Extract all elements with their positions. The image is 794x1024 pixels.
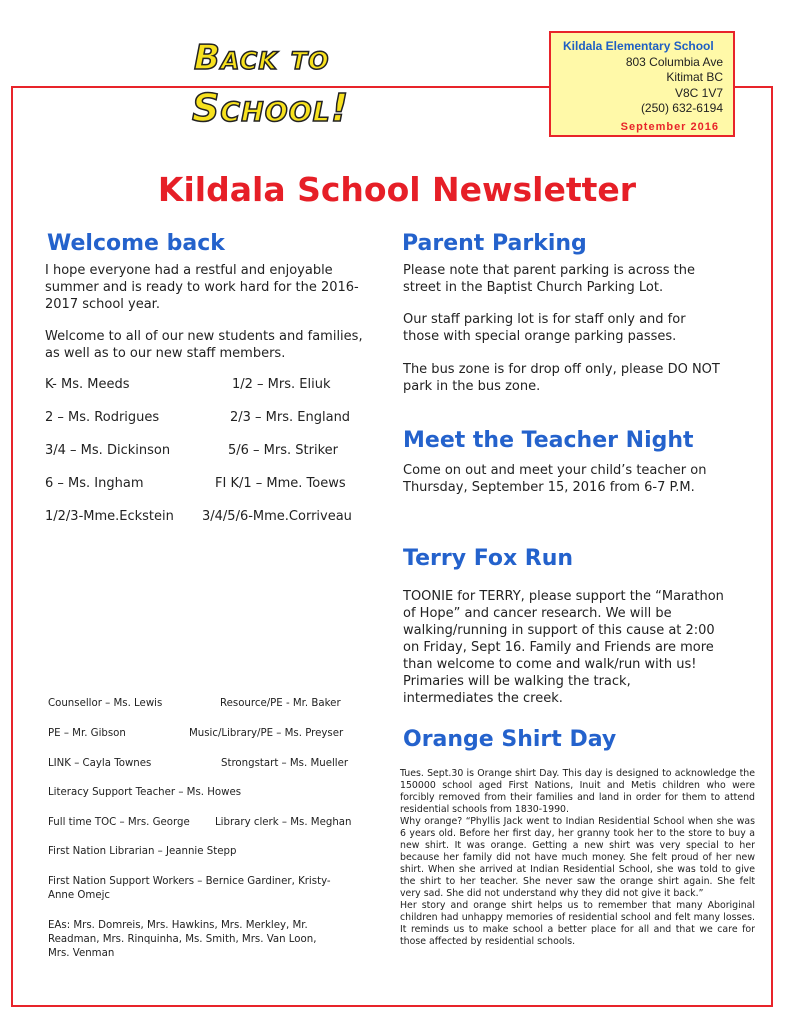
- issue-date: September 2016: [620, 120, 719, 133]
- teacher-entry: 5/6 – Mrs. Striker: [228, 443, 338, 458]
- staff-entry: Readman, Mrs. Rinquinha, Ms. Smith, Mrs. Van Loon,: [48, 934, 317, 945]
- teacher-entry: 3/4/5/6-Mme.Corriveau: [202, 509, 352, 524]
- teacher-entry: 6 – Ms. Ingham: [45, 476, 144, 491]
- meet-para: Come on out and meet your child’s teacher on Thursday, September 15, 2016 from 6-7 P.M.: [403, 463, 707, 495]
- staff-entry: Counsellor – Ms. Lewis: [48, 698, 163, 709]
- school-street: 803 Columbia Ave: [625, 54, 723, 69]
- welcome-heading: Welcome back: [47, 231, 225, 256]
- back-to-school-banner: [192, 38, 402, 138]
- orange-para-2: Why orange? “Phyllis Jack went to Indian Residential School when she was 6 years old. Before her first day, her granny took her to the store to buy a new shirt. It was orange. Getting a new shirt was very special to her because her family did not have much money. She felt proud of her new shirt. When she arrived at Indian Residential School, she was told to give the shirt to her teacher. She never saw the orange shirt again. She felt very sad. She did not understand why they did not give it back.”: [400, 816, 755, 899]
- staff-entry: Full time TOC – Mrs. George: [48, 817, 190, 828]
- teacher-entry: 2 – Ms. Rodrigues: [45, 410, 160, 425]
- banner-line-1: Back to: [194, 38, 330, 78]
- teacher-entry: 1/2/3-Mme.Eckstein: [45, 509, 174, 524]
- staff-entry: Literacy Support Teacher – Ms. Howes: [48, 787, 242, 798]
- orange-para-1: Tues. Sept.30 is Orange shirt Day. This day is designed to acknowledge the 150000 school aged First Nations, Inuit and Metis children who were forcibly removed from their families and land in order for them to attend residential schools from 1830-1990.: [400, 768, 755, 815]
- teacher-entry: 1/2 – Mrs. Eliuk: [232, 377, 331, 392]
- staff-entry: Resource/PE - Mr. Baker: [220, 698, 341, 709]
- teacher-entry: 2/3 – Mrs. England: [230, 410, 351, 425]
- staff-entry: Library clerk – Ms. Meghan: [215, 817, 352, 828]
- school-city: Kitimat BC: [666, 70, 723, 84]
- parking-para-1: Please note that parent parking is across the street in the Baptist Church Parking Lot.: [403, 263, 695, 295]
- staff-entry: Strongstart – Ms. Mueller: [221, 758, 349, 769]
- orange-para-3: Her story and orange shirt helps us to remember that many Aboriginal children had unhappy memories of residential school and felt many losses. It reminds us to make school a better place for all and that we care for those affected by residential schools.: [400, 900, 755, 947]
- parking-heading: Parent Parking: [402, 231, 587, 256]
- school-phone: (250) 632-6194: [640, 101, 723, 115]
- teacher-entry: 3/4 – Ms. Dickinson: [45, 443, 171, 458]
- teacher-entry: FI K/1 – Mme. Toews: [215, 476, 346, 491]
- staff-entry: LINK – Cayla Townes: [48, 758, 152, 769]
- staff-entry: EAs: Mrs. Domreis, Mrs. Hawkins, Mrs. Merkley, Mr.: [48, 920, 308, 931]
- staff-entry: Anne Omejc: [48, 890, 111, 901]
- orange-heading: Orange Shirt Day: [403, 727, 617, 752]
- address-box: [549, 31, 735, 137]
- staff-entry: First Nation Librarian – Jeannie Stepp: [48, 846, 237, 857]
- terry-para: TOONIE for TERRY, please support the “Marathon of Hope” and cancer research. We will be walking/running in support of this cause at 2:00 on Friday, Sept 16. Family and Friends are more than welcome to come and walk/run with us! Primaries will be walking the track, intermediates the creek.: [403, 589, 724, 706]
- orange-body: [400, 768, 755, 948]
- staff-entry: Music/Library/PE – Ms. Preyser: [189, 728, 344, 739]
- meet-heading: Meet the Teacher Night: [403, 428, 694, 453]
- school-name: Kildala Elementary School: [563, 39, 714, 53]
- banner-line-2: School!: [192, 86, 350, 130]
- school-postal: V8C 1V7: [674, 85, 723, 100]
- parking-para-2: Our staff parking lot is for staff only and for those with special orange parking passes.: [403, 312, 686, 344]
- teacher-entry: K- Ms. Meeds: [45, 377, 130, 392]
- welcome-para-1: I hope everyone had a restful and enjoyable summer and is ready to work hard for the 2016-2017 school year.: [45, 263, 359, 312]
- parking-para-3: The bus zone is for drop off only, please DO NOT park in the bus zone.: [403, 362, 720, 394]
- terry-heading: Terry Fox Run: [403, 546, 574, 571]
- staff-entry: Mrs. Venman: [48, 948, 115, 959]
- staff-entry: First Nation Support Workers – Bernice Gardiner, Kristy-: [48, 876, 331, 887]
- welcome-para-2: Welcome to all of our new students and families, as well as to our new staff members.: [45, 329, 363, 361]
- staff-entry: PE – Mr. Gibson: [48, 728, 126, 739]
- newsletter-title: Kildala School Newsletter: [157, 170, 637, 209]
